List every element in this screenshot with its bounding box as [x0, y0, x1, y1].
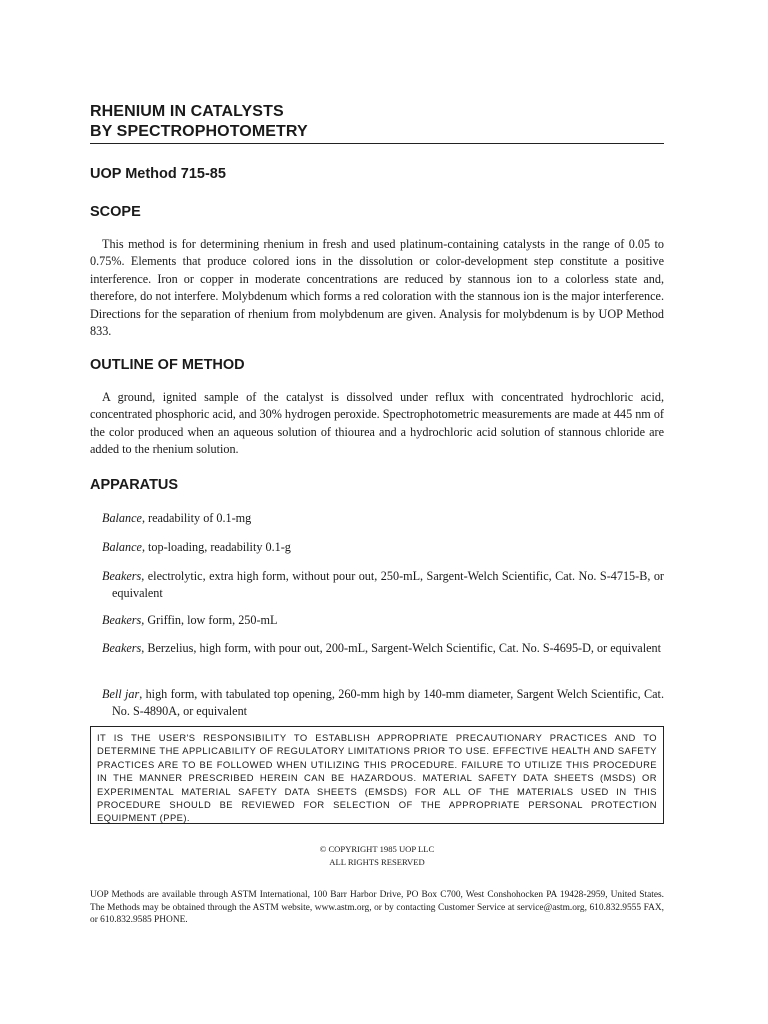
scope-paragraph: This method is for determining rhenium in fresh and used platinum-containing catalysts in the range of 0.05 to 0.75%. Elements that produce colored ions in the dissolution or color-development step constitute a positive interference. Iron or copper in moderate concentrations are reduced by stannous ion to a colorless state and, therefore, do not interfere. Molybdenum which forms a red coloration with the stannous ion is the major interference. Directions for the separation of rhenium from molybdenum are given. Analysis for molybdenum is by UOP Method 833.: [90, 237, 664, 339]
apparatus-item-name: Beakers: [102, 613, 142, 627]
apparatus-item-desc: , top-loading, readability 0.1-g: [141, 540, 291, 554]
document-title: [90, 102, 664, 142]
apparatus-item-desc: , electrolytic, extra high form, without pour out, 250-mL, Sargent-Welch Scientific, Cat. No. S-4715-B, or equivalent: [112, 569, 664, 601]
apparatus-item: [102, 568, 664, 603]
method-number: UOP Method 715-85: [90, 166, 226, 182]
copyright-notice: [90, 843, 664, 868]
apparatus-item-desc: , readability of 0.1-mg: [141, 511, 252, 525]
title-line-2: BY SPECTROPHOTOMETRY: [90, 123, 308, 140]
apparatus-item-name: Beakers: [102, 569, 142, 583]
apparatus-item-name: Beakers: [102, 641, 142, 655]
apparatus-item: [102, 640, 664, 657]
apparatus-item-name: Balance: [102, 540, 142, 554]
apparatus-item: [102, 510, 664, 527]
apparatus-heading: APPARATUS: [90, 477, 179, 493]
apparatus-item: [102, 539, 664, 556]
apparatus-item-name: Balance: [102, 511, 142, 525]
scope-heading: SCOPE: [90, 204, 141, 220]
apparatus-item-desc: , high form, with tabulated top opening, 260-mm high by 140-mm diameter, Sargent Welch Scientific, Cat. No. S-4890A, or equivalent: [112, 687, 664, 719]
outline-paragraph: A ground, ignited sample of the catalyst is dissolved under reflux with concentrated hydrochloric acid, concentrated phosphoric acid, and 30% hydrogen peroxide. Spectrophotometric measurements are made at 445 nm of the color produced when an aqueous solution of thiourea and a hydrochloric acid solution of stannous chloride are added to the rhenium solution.: [90, 390, 664, 457]
availability-footer: UOP Methods are available through ASTM International, 100 Barr Harbor Drive, PO Box C700, West Conshohocken PA 19428-2959, United States. The Methods may be obtained through the ASTM website, www.astm.org, or by contacting Customer Service at service@astm.org, 610.832.9555 FAX, or 610.832.9585 PHONE.: [90, 890, 664, 926]
safety-warning-box: IT IS THE USER'S RESPONSIBILITY TO ESTABLISH APPROPRIATE PRECAUTIONARY PRACTICES AND TO DETERMINE THE APPLICABILITY OF REGULATORY LIMITATIONS PRIOR TO USE. EFFECTIVE HEALTH AND SAFETY PRACTICES ARE TO BE FOLLOWED WHEN UTILIZING THIS PROCEDURE. FAILURE TO UTILIZE THIS PROCEDURE IN THE MANNER PRESCRIBED HEREIN CAN BE HAZARDOUS. MATERIAL SAFETY DATA SHEETS (MSDS) OR EXPERIMENTAL MATERIAL SAFETY DATA SHEETS (EMSDS) FOR ALL OF THE MATERIALS USED IN THIS PROCEDURE SHOULD BE REVIEWED FOR SELECTION OF THE APPROPRIATE PERSONAL PROTECTION EQUIPMENT (PPE).: [90, 726, 664, 824]
apparatus-item-name: Bell jar: [102, 687, 140, 701]
apparatus-item: [102, 612, 664, 629]
apparatus-item: [102, 686, 664, 721]
copyright-line-2: ALL RIGHTS RESERVED: [329, 856, 425, 867]
copyright-line-1: © COPYRIGHT 1985 UOP LLC: [319, 844, 435, 854]
outline-heading: OUTLINE OF METHOD: [90, 357, 245, 373]
title-line-1: RHENIUM IN CATALYSTS: [90, 103, 284, 120]
apparatus-item-desc: , Berzelius, high form, with pour out, 200-mL, Sargent-Welch Scientific, Cat. No. S-4695-D, or equivalent: [141, 641, 661, 655]
title-divider: [90, 143, 664, 144]
apparatus-item-desc: , Griffin, low form, 250-mL: [141, 613, 278, 627]
